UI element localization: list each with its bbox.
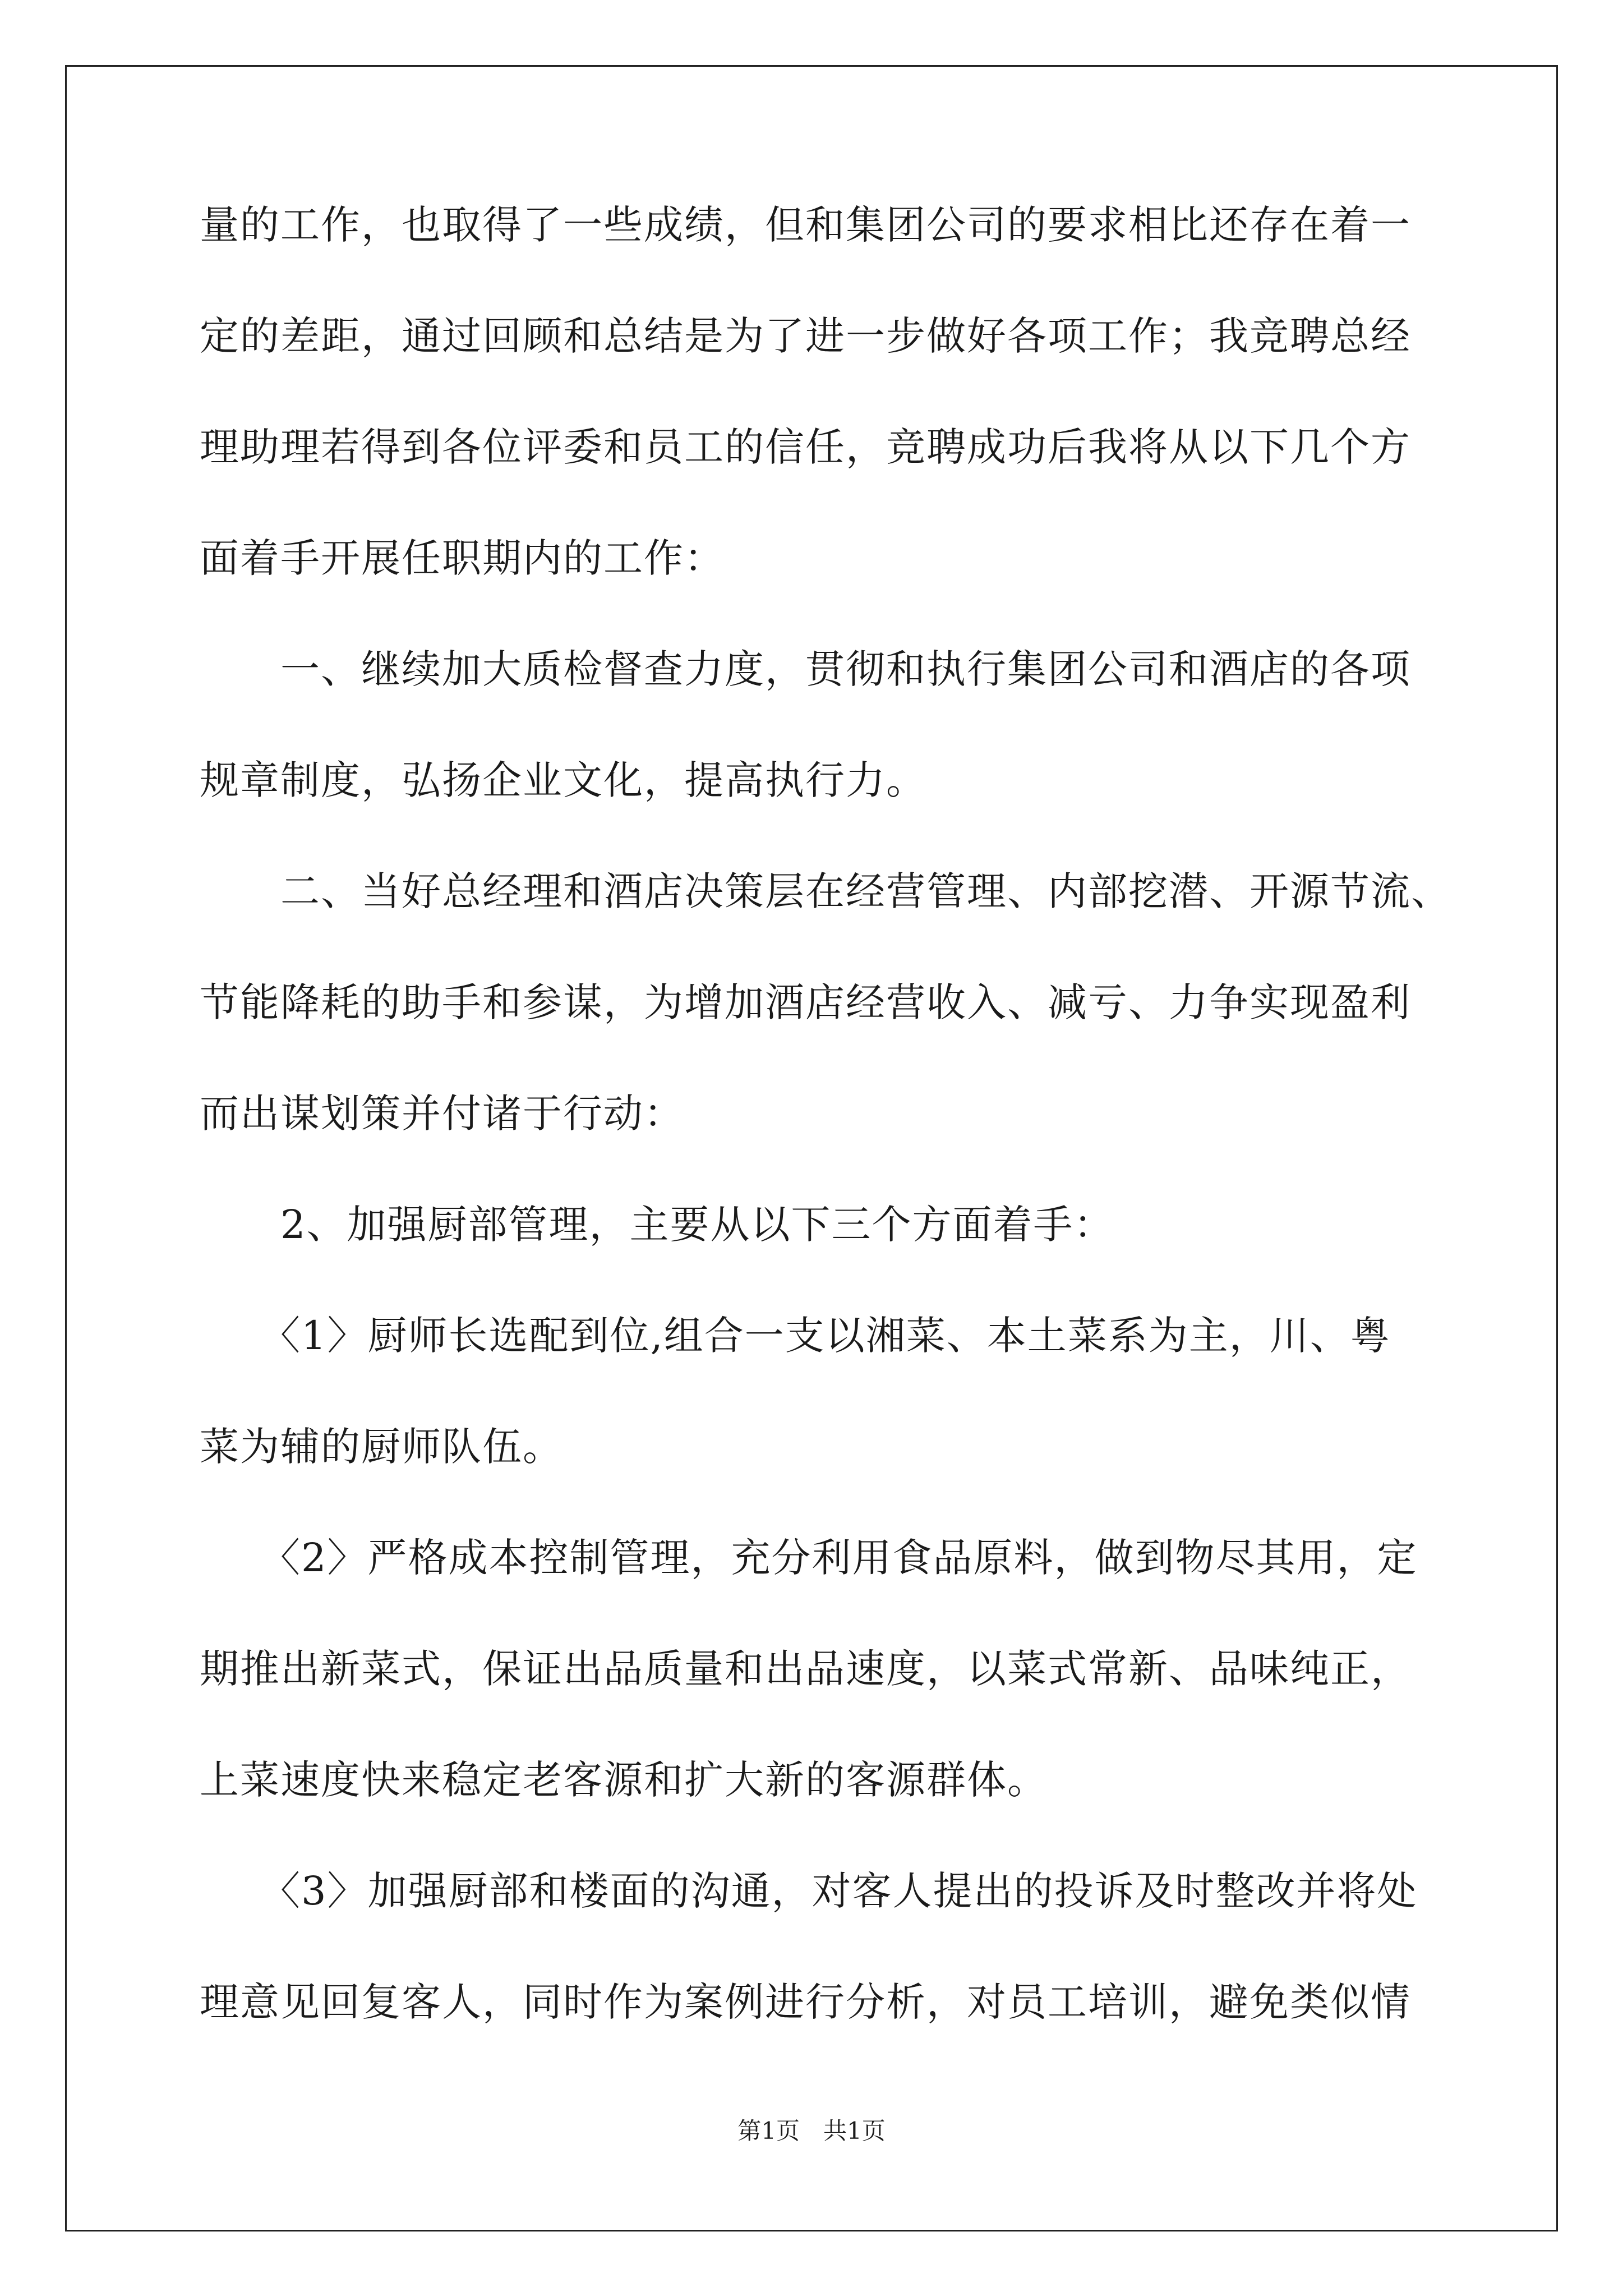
page-number: 第1页 共1页	[737, 2117, 886, 2145]
text-line: 面着手开展任职期内的工作：	[200, 535, 725, 581]
text-line: 期推出新菜式，保证出品质量和出品速度，以菜式常新、品味纯正，	[200, 1646, 1411, 1692]
text-line: 〈2〉严格成本控制管理，充分利用食品原料，做到物尽其用，定	[200, 1535, 1418, 1581]
text-line: 菜为辅的厨师队伍。	[200, 1424, 563, 1470]
text-line: 2、加强厨部管理，主要从以下三个方面着手：	[200, 1202, 1114, 1248]
text-line: 而出谋划策并付诸于行动：	[200, 1091, 684, 1137]
text-line: 〈3〉加强厨部和楼面的沟通，对客人提出的投诉及时整改并将处	[200, 1868, 1418, 1914]
text-line: 〈1〉厨师长选配到位,组合一支以湘菜、本土菜系为主，川、粤	[200, 1313, 1391, 1359]
text-line: 二、当好总经理和酒店决策层在经营管理、内部挖潜、开源节流、	[200, 868, 1451, 914]
text-line: 理助理若得到各位评委和员工的信任，竞聘成功后我将从以下几个方	[200, 424, 1411, 470]
text-line: 一、继续加大质检督查力度，贯彻和执行集团公司和酒店的各项	[200, 646, 1411, 692]
text-line: 量的工作，也取得了一些成绩，但和集团公司的要求相比还存在着一	[200, 202, 1411, 248]
text-line: 定的差距，通过回顾和总结是为了进一步做好各项工作；我竞聘总经	[200, 313, 1411, 359]
text-line: 节能降耗的助手和参谋，为增加酒店经营收入、减亏、力争实现盈利	[200, 979, 1411, 1025]
text-line: 理意见回复客人，同时作为案例进行分析，对员工培训，避免类似情	[200, 1979, 1411, 2025]
text-line: 上菜速度快来稳定老客源和扩大新的客源群体。	[200, 1757, 1048, 1803]
text-line: 规章制度，弘扬企业文化，提高执行力。	[200, 757, 926, 803]
